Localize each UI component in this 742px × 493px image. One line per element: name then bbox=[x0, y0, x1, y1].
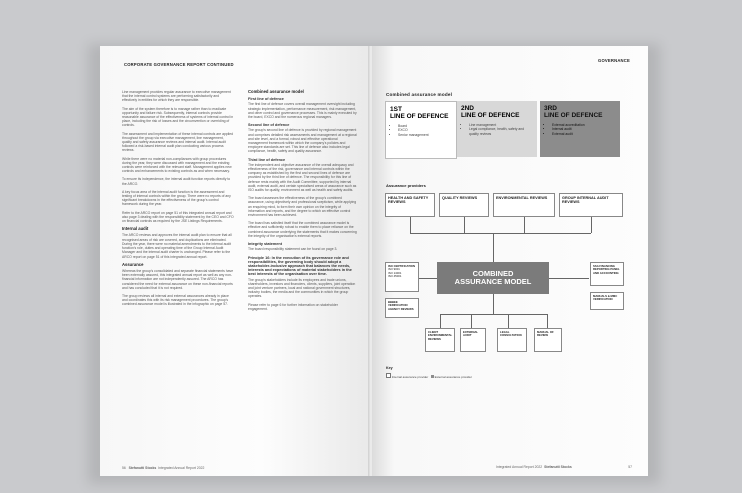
lod-title: 3RD bbox=[544, 105, 558, 112]
legend-swatch-external bbox=[431, 375, 434, 378]
bbbee-box: BBBEE VERIFICATION AGENCY REVIEWS bbox=[385, 298, 419, 318]
paragraph: The independent and objective assurance of the overall adequacy and effectiveness of the risk, governance and internal controls within the company as established by the first and second lines of defence are provided by the third line of defence. The responsibility for this line of defence rests mainly with the Audit Committee, supported by internal audit, external audit, and certain specialised areas of assurance such as ISO audits for quality, environment as well as health and safety audits. bbox=[248, 162, 357, 193]
paragraph: The board has satisfied itself that the combined assurance model is effective and sufficiently robust to enable them to place reliance on the combined assurance underlying the statements that it makes concerning the integrity of the organisation's external reports. bbox=[248, 221, 357, 238]
footer-brand: Stefanutti Stocks bbox=[544, 465, 572, 469]
connector-line bbox=[591, 217, 592, 233]
section-heading: Third line of defence bbox=[248, 157, 286, 162]
internal-audit-heading: Internal audit bbox=[122, 226, 149, 232]
page-number: 56 bbox=[122, 466, 126, 470]
connector-line bbox=[493, 233, 494, 262]
first-line-of-defence bbox=[385, 101, 457, 159]
paragraph: The group's second line of defence is provided by regional management and comprises detailed risk assessments and management at a regional and site level, and a formal, robust and effective operational management framework within which the company's policies and employee standards are set. This line of defence also includes legal compliance, health, safety and quality assurance. bbox=[248, 128, 357, 154]
bottom-box: CLIENT ENVIRONMENTAL REVIEWS bbox=[425, 328, 455, 352]
right-page-header: GOVERNANCE bbox=[597, 58, 630, 63]
lod-item: • External accreditation bbox=[552, 123, 616, 127]
bottom-box: LEGAL CONSULTATION bbox=[497, 328, 527, 352]
lod-item: • Legal compliance, health, safety and quality reviews bbox=[469, 127, 533, 136]
left-column-2 bbox=[248, 90, 358, 315]
footer-report: Integrated Annual Report 2022 bbox=[158, 466, 205, 470]
paragraph: The assessment and implementation of these internal controls are applied throughout the group via executive management, line management, quality and safety assurance reviews and internal audit. Internal audit followed a risk-based internal audit plan conducting various process reviews. bbox=[122, 131, 234, 153]
legend-external: External assurance provider bbox=[434, 375, 472, 379]
assurance-providers-label: Assurance providers bbox=[386, 183, 426, 188]
connector-line bbox=[440, 314, 441, 328]
lod-title: 2ND bbox=[461, 105, 475, 112]
combined-assurance-model-box bbox=[437, 262, 549, 294]
second-line-of-defence bbox=[457, 101, 537, 157]
bottom-box: EXTERNAL AUDIT bbox=[460, 328, 486, 352]
box-title: ISO CERTIFICATION bbox=[388, 264, 415, 268]
assurance-heading: Assurance bbox=[122, 261, 144, 267]
page-number: 57 bbox=[628, 465, 632, 469]
legend-internal: Internal assurance provider bbox=[391, 375, 429, 379]
provider-box: HEALTH AND SAFETY REVIEWS bbox=[385, 193, 435, 217]
lod-item: • EXCO bbox=[398, 128, 452, 132]
lod-title: 1ST bbox=[390, 106, 402, 113]
section-heading: Integrity statement bbox=[248, 242, 282, 247]
paragraph: A key focus area of the internal audit function is the assessment and testing of internal controls within the group. There were no reports of any significant breakdowns in the effectiveness of the group's control framework during the year. bbox=[122, 189, 231, 207]
paragraph: While there were no material non-compliances with group procedures during the year, they were discussed with management and the existing controls were reinforced with the relevant staff. Management applies new controls and enhancements to existing controls as and when necessary. bbox=[122, 156, 232, 174]
lod-item: • Senior management bbox=[398, 133, 452, 137]
manuals-box: MANUALS & MMC VERIFICATION bbox=[590, 292, 624, 310]
connector-line bbox=[547, 314, 548, 328]
section-heading: Principle 16: In the execution of its governance role and responsibilities, the governing body should adopt a stakeholder-inclusive approach that balances the needs, interests and expectations of material stakeholders in the best interests of the organisation over time. bbox=[248, 255, 352, 277]
lod-title: LINE OF DEFENCE bbox=[461, 112, 520, 119]
connector-line bbox=[410, 233, 591, 234]
connector-line bbox=[410, 217, 411, 233]
connector-line bbox=[508, 314, 509, 328]
footer-brand: Stefanutti Stocks bbox=[128, 466, 157, 470]
legend-key: Key bbox=[386, 366, 393, 370]
footer-report: Integrated Annual Report 2022 bbox=[496, 465, 543, 469]
legend-swatch-internal bbox=[386, 373, 391, 378]
legend bbox=[386, 373, 472, 379]
center-title: COMBINED bbox=[472, 269, 514, 278]
paragraph: The board responsibility statement can be found on page 3. bbox=[248, 247, 338, 252]
paragraph: The group reviews all internal and external assurances already in place and coordinates this with its risk management procedures. The group's combined assurance model is illustrated in the infographic on page 57. bbox=[122, 293, 229, 307]
box-item: ISO 45001 bbox=[388, 274, 402, 279]
section-heading: Second line of defence bbox=[248, 123, 290, 128]
bottom-box: MANUAL OF REVIEW bbox=[534, 328, 562, 352]
connector-line bbox=[471, 314, 472, 328]
paragraph: The board assesses the effectiveness of the group's combined assurance, using objectively and professional scepticism, while applying an enquiring mind, to form their own opinion on the integrity of information and reports, and the degree to which an effective control environment has been achieved. bbox=[248, 196, 357, 218]
connector-line bbox=[493, 294, 494, 314]
left-page bbox=[100, 46, 370, 476]
paragraph: Whereas the group's consolidated and separate financial statements have been externally assured, this integrated annual report as well as any non-financial information are not independently assured. The ARCO has considered the need for external assurance on these non-financial reports and has concluded that it is not required. bbox=[122, 268, 234, 290]
box-item: ISO 14001 bbox=[388, 270, 402, 275]
lod-item: • External audit bbox=[552, 132, 616, 136]
provider-box: QUALITY REVIEWS bbox=[439, 193, 489, 217]
lod-item: • Internal audit bbox=[552, 127, 616, 131]
connector-line bbox=[464, 217, 465, 233]
paragraph: The group's stakeholders include its employees and trade unions, shareholders, investors and financiers, clients, suppliers, joint operation and joint venture partners, local and national government structures, industry bodies, the media and the communities in which the group operates. bbox=[248, 277, 356, 299]
paragraph: The first line of defence covers overall management oversight including strategic implementation, performance measurement, risk management, and other control and governance processes. This is mainly executed by the board, EXCO and the numerous regional managers. bbox=[248, 102, 357, 120]
paragraph: Line management provides regular assurance to executive management that the internal control systems are performing satisfactorily and effectively in entities for which they are responsible. bbox=[122, 90, 231, 103]
paragraph: Refer to the ARCO report on page 51 of this integrated annual report and also page 3 dealing with the responsibility statement by the CEO and CFO on financial controls as required by the JSE Listings Requirements. bbox=[122, 210, 234, 224]
lod-item: • Line management bbox=[469, 123, 533, 127]
connector-line bbox=[440, 314, 548, 315]
provider-box: GROUP INTERNAL AUDIT REVIEWS bbox=[559, 193, 623, 217]
left-page-header: CORPORATE GOVERNANCE REPORT CONTINUED bbox=[124, 62, 234, 67]
diagram-title: Combined assurance model bbox=[386, 92, 453, 97]
lod-item: • Board bbox=[398, 124, 452, 128]
paragraph: To ensure its independence, the internal audit function reports directly to the ARCO. bbox=[122, 177, 231, 186]
left-footer bbox=[122, 466, 204, 470]
paragraph: The aim of the system therefore is to manage rather than to eradicate opportunity and failure risk. Subsequently, internal controls provide reasonable assurance of the effectiveness of systems of internal control in place, including the risk of losses and the circumvention or overriding of controls. bbox=[122, 106, 234, 128]
lod-title: LINE OF DEFENCE bbox=[390, 113, 449, 120]
center-title: ASSURANCE MODEL bbox=[454, 277, 532, 286]
lod-title: LINE OF DEFENCE bbox=[544, 112, 603, 119]
iso-certification-box bbox=[385, 262, 419, 292]
right-footer bbox=[496, 465, 632, 469]
section-heading: First line of defence bbox=[248, 97, 284, 102]
paragraph: The ARCO reviews and approves the internal audit plan to ensure that all recognised areas of risk are covered, and duplications are eliminated. During the year, there were no material amendments to the internal audit function's role, duties and operating time of the Group Internal Audit Manager and the internal audit charter is unchanged. Please refer to the ARCO report on page 51 of this integrated annual report. bbox=[122, 233, 232, 259]
connector-line bbox=[549, 278, 589, 279]
third-line-of-defence bbox=[540, 101, 620, 157]
ssa-financing-box: SSA FINANCING REPORTING PANEL AND ACCOUNTING bbox=[590, 262, 624, 286]
provider-box: ENVIRONMENTAL REVIEWS bbox=[493, 193, 555, 217]
box-item: ISO 9001 bbox=[388, 267, 400, 272]
combined-assurance-heading: Combined assurance model bbox=[248, 89, 304, 94]
paragraph: Please refer to page 6 for further information on stakeholder engagement. bbox=[248, 302, 338, 311]
left-column-1 bbox=[122, 90, 234, 311]
connector-line bbox=[524, 217, 525, 233]
